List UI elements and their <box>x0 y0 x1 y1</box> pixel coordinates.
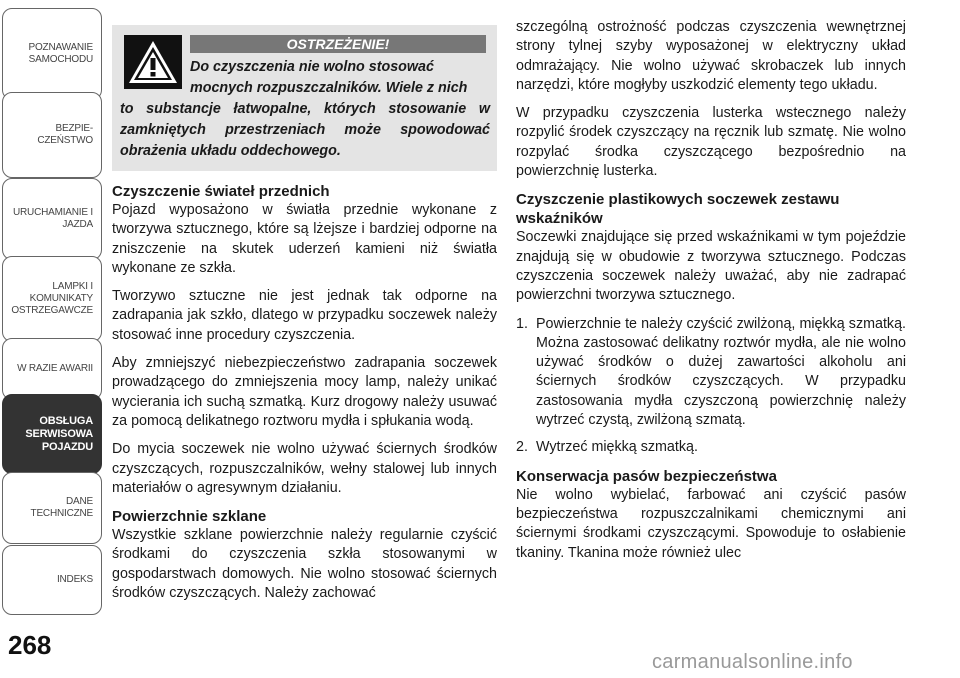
tab-label: DANE TECHNICZNE <box>30 496 93 519</box>
heading-headlights: Czyszczenie świateł przednich <box>112 183 330 200</box>
paragraph: Wszystkie szklane powierzchnie należy regularnie czyścić środkami do czyszczenia szkła stosowanymi w gospodarstwach domowych. Nie wolno stosować ściernych środków czyszczących. Należy zachować <box>112 527 497 602</box>
warning-box <box>112 25 497 171</box>
paragraph: Nie wolno wybielać, farbować ani czyścić pasów bezpieczeństwa rozpuszczalnikami chemicznymi ani ściernymi środkami czyszczącymi. Spowoduje to osłabienie tkaniny. Tkanina może również ulec <box>516 486 906 561</box>
warning-rest: to substancje łatwopalne, których stosowanie w zamkniętych przestrzeniach może spowodować obrażenia układu oddechowego. <box>120 101 490 159</box>
warning-title: OSTRZEŻENIE! <box>190 35 486 53</box>
tab-w-razie-awarii[interactable] <box>2 338 102 400</box>
warning-line-2: mocnych rozpuszczalników. Wiele z nich <box>190 80 468 96</box>
right-column <box>516 18 906 572</box>
warning-line-1: Do czyszczenia nie wolno stosować <box>190 59 434 75</box>
tab-label: BEZPIE- CZEŃSTWO <box>37 123 93 146</box>
paragraph: Tworzywo sztuczne nie jest jednak tak odporne na zadrapania jak szkło, dlatego w przypadku soczewek należy stosować inne procedury czyszczenia. <box>112 288 497 343</box>
tab-label: W RAZIE AWARII <box>17 363 93 374</box>
tab-poznawanie-samochodu[interactable] <box>2 8 102 100</box>
heading-glass: Powierzchnie szklane <box>112 508 267 526</box>
tab-label: INDEKS <box>56 574 93 585</box>
left-column <box>112 182 497 612</box>
tab-label: LAMPKI I KOMUNIKATY OSTRZEGAWCZE <box>11 281 93 316</box>
tab-label: URUCHAMIANIE I JAZDA <box>13 207 93 230</box>
tab-dane-techniczne[interactable] <box>2 472 102 544</box>
tab-obsluga-serwisowa[interactable] <box>2 394 102 474</box>
paragraph: Soczewki znajdujące się przed wskaźnikami w tym pojeździe znajdują się w obudowie z tworzywa sztucznego. Podczas czyszczenia soczewek należy uważać, aby nie zadrapać powierzchni tworzywa sztucznego. <box>516 229 906 304</box>
paragraph: Pojazd wyposażono w światła przednie wykonane z tworzywa sztucznego, które są lżejsze i bardziej odporne na zniszczenie na skutek uderzeń kamieni niż światła wykonane ze szkła. <box>112 202 497 276</box>
paragraph: Aby zmniejszyć niebezpieczeństwo zadrapania soczewek prowadzącego do zmniejszenia mocy lamp, należy unikać wycierania ich suchą szmatką. Kurz drogowy należy usuwać za pomocą delikatnego roztworu mydła i spłukania wodą. <box>112 355 497 429</box>
heading-seat-belts: Konserwacja pasów bezpieczeństwa <box>516 467 777 485</box>
paragraph: Do mycia soczewek nie wolno używać ściernych środków czyszczących, rozpuszczalników, wełny stalowej lub innych materiałów o agresywnym działaniu. <box>112 441 497 496</box>
tab-label: OBSŁUGA SERWISOWA POJAZDU <box>25 414 93 453</box>
tab-bezpieczenstwo[interactable] <box>2 92 102 178</box>
list-number: 2. <box>516 439 528 456</box>
watermark: carmanualsonline.info <box>652 651 853 673</box>
list-item <box>516 438 906 457</box>
list-text: Wytrzeć miękką szmatką. <box>536 439 698 456</box>
paragraph: szczególną ostrożność podczas czyszczenia wewnętrznej strony tylnej szyby wyposażonej w elektryczny układ odmrażający. Nie wolno używać skrobaczek lub innych narzędzi, które mogłyby uszkodzić elementy tego układu. <box>516 19 906 93</box>
steps-list <box>516 315 906 458</box>
tab-uruchamianie-i-jazda[interactable] <box>2 178 102 260</box>
tab-label: POZNAWANIE SAMOCHODU <box>28 42 93 65</box>
warning-text <box>120 57 490 162</box>
heading-plastic-lenses: Czyszczenie plastikowych soczewek zestawu wskaźników <box>516 191 840 228</box>
paragraph: W przypadku czyszczenia lusterka wstecznego należy rozpylić środek czyszczący na ręcznik lub szmatę. Nie wolno rozpylać środka czyszczącego bezpośrednio na powierzchnię lusterka. <box>516 105 906 180</box>
list-text: Powierzchnie te należy czyścić zwilżoną, miękką szmatką. Można zastosować delikatny roztwór mydła, ale nie wolno używać środków o dużej zawartości alkoholu ani ściernych środków czyszczących. W przypadku zastosowania mydła czyszczoną powierzchnię należy wytrzeć czystą, zwilżoną szmatą. <box>536 315 906 429</box>
page-number: 268 <box>8 630 52 660</box>
list-number: 1. <box>516 315 528 332</box>
tab-indeks[interactable] <box>2 545 102 615</box>
tab-lampki-i-komunikaty[interactable] <box>2 256 102 342</box>
list-item <box>516 315 906 431</box>
